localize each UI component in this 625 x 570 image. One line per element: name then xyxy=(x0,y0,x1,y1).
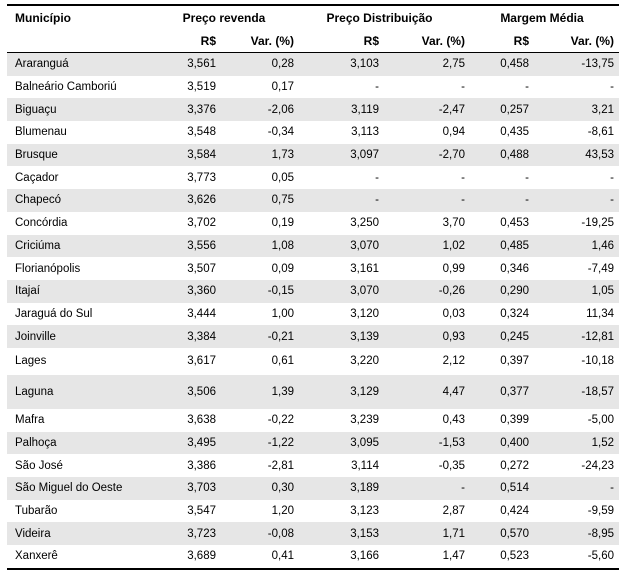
revenda-rs-cell: 3,584 xyxy=(187,149,216,162)
revenda-rs-cell: 3,386 xyxy=(187,459,216,472)
margem-var-cell: -5,60 xyxy=(587,550,614,563)
revenda-var-cell: -0,34 xyxy=(267,126,294,139)
distribuicao-rs-cell: 3,129 xyxy=(350,385,379,398)
revenda-rs-cell: 3,703 xyxy=(187,482,216,495)
municipio-cell: Florianópolis xyxy=(15,262,81,275)
table-row xyxy=(7,189,619,212)
revenda-var-cell: 1,20 xyxy=(271,505,294,518)
header-margem-media: Margem Média xyxy=(500,11,584,25)
margem-rs-cell: - xyxy=(525,81,529,94)
distribuicao-var-cell: -0,35 xyxy=(438,459,465,472)
revenda-rs-cell: 3,626 xyxy=(187,194,216,207)
margem-var-cell: -8,61 xyxy=(587,126,614,139)
table-row xyxy=(7,235,619,258)
group-header-row xyxy=(7,6,619,30)
revenda-var-cell: 0,09 xyxy=(271,262,294,275)
municipio-cell: Caçador xyxy=(15,171,59,184)
distribuicao-var-cell: 0,99 xyxy=(442,262,465,275)
margem-var-cell: -19,25 xyxy=(581,217,614,230)
municipio-cell: Lages xyxy=(15,355,47,368)
revenda-rs-cell: 3,556 xyxy=(187,239,216,252)
margem-rs-cell: 0,570 xyxy=(500,527,529,540)
municipio-cell: Laguna xyxy=(15,385,54,398)
margem-rs-cell: 0,400 xyxy=(500,436,529,449)
revenda-rs-cell: 3,360 xyxy=(187,285,216,298)
revenda-rs-cell: 3,723 xyxy=(187,527,216,540)
distribuicao-rs-cell: 3,119 xyxy=(351,103,379,116)
municipio-cell: Balneário Camboriú xyxy=(15,81,117,94)
revenda-var-cell: 0,75 xyxy=(271,194,294,207)
margem-var-cell: 3,21 xyxy=(591,103,614,116)
municipio-cell: Itajaí xyxy=(15,285,40,298)
margem-var-cell: -13,75 xyxy=(581,58,614,71)
price-table xyxy=(7,4,619,570)
distribuicao-rs-cell: - xyxy=(375,81,379,94)
margem-rs-cell: - xyxy=(525,194,529,207)
distribuicao-var-cell: 1,71 xyxy=(442,527,465,540)
header-municipio: Município xyxy=(15,11,71,25)
table-row xyxy=(7,348,619,375)
table-row xyxy=(7,257,619,280)
margem-rs-cell: 0,453 xyxy=(500,217,529,230)
municipio-cell: Joinville xyxy=(15,330,56,343)
revenda-var-cell: 0,30 xyxy=(271,482,294,495)
distribuicao-var-cell: 4,47 xyxy=(442,385,465,398)
margem-rs-cell: 0,399 xyxy=(500,414,529,427)
margem-var-cell: -18,57 xyxy=(581,385,614,398)
revenda-rs-cell: 3,519 xyxy=(187,81,216,94)
margem-var-cell: -8,95 xyxy=(587,527,614,540)
table-row xyxy=(7,454,619,477)
distribuicao-var-cell: - xyxy=(461,194,465,207)
distribuicao-rs-cell: 3,095 xyxy=(350,436,379,449)
table-row xyxy=(7,121,619,144)
table-row xyxy=(7,212,619,235)
distribuicao-var-cell: 2,12 xyxy=(442,355,465,368)
revenda-var-cell: 1,39 xyxy=(271,385,294,398)
distribuicao-rs-cell: - xyxy=(375,171,379,184)
margem-rs-cell: 0,377 xyxy=(500,385,529,398)
distribuicao-var-cell: -1,53 xyxy=(438,436,465,449)
municipio-cell: Mafra xyxy=(15,414,45,427)
header-preco-revenda: Preço revenda xyxy=(182,11,266,25)
distribuicao-rs-cell: 3,220 xyxy=(350,355,379,368)
table-row xyxy=(7,166,619,189)
sub-header-revenda-var: Var. (%) xyxy=(250,34,294,48)
margem-rs-cell: - xyxy=(525,171,529,184)
table-body xyxy=(7,53,619,568)
margem-rs-cell: 0,245 xyxy=(500,330,529,343)
margem-rs-cell: 0,346 xyxy=(500,262,529,275)
revenda-var-cell: 1,73 xyxy=(271,149,294,162)
revenda-rs-cell: 3,507 xyxy=(187,262,216,275)
table-row xyxy=(7,477,619,500)
distribuicao-rs-cell: 3,123 xyxy=(350,505,379,518)
municipio-cell: Criciúma xyxy=(15,239,61,252)
revenda-var-cell: 0,19 xyxy=(271,217,294,230)
margem-var-cell: -5,00 xyxy=(587,414,614,427)
revenda-rs-cell: 3,689 xyxy=(187,550,216,563)
municipio-cell: São José xyxy=(15,459,63,472)
margem-rs-cell: 0,435 xyxy=(500,126,529,139)
table-row xyxy=(7,432,619,455)
revenda-var-cell: 0,05 xyxy=(271,171,294,184)
distribuicao-var-cell: 1,02 xyxy=(442,239,465,252)
revenda-rs-cell: 3,547 xyxy=(187,505,216,518)
revenda-var-cell: 0,28 xyxy=(271,58,294,71)
revenda-rs-cell: 3,702 xyxy=(187,217,216,230)
revenda-rs-cell: 3,561 xyxy=(187,58,216,71)
table-row xyxy=(7,325,619,348)
revenda-rs-cell: 3,444 xyxy=(187,307,216,320)
distribuicao-var-cell: -2,47 xyxy=(438,103,465,116)
table-row xyxy=(7,500,619,523)
table-row xyxy=(7,545,619,568)
municipio-cell: Xanxerê xyxy=(15,550,58,563)
table-row xyxy=(7,409,619,432)
distribuicao-rs-cell: 3,166 xyxy=(350,550,379,563)
revenda-rs-cell: 3,548 xyxy=(187,126,216,139)
revenda-var-cell: 1,00 xyxy=(271,307,294,320)
margem-rs-cell: 0,514 xyxy=(500,482,529,495)
margem-var-cell: -9,59 xyxy=(587,505,614,518)
margem-rs-cell: 0,488 xyxy=(500,149,529,162)
municipio-cell: Concórdia xyxy=(15,217,68,230)
distribuicao-rs-cell: 3,103 xyxy=(350,58,379,71)
distribuicao-var-cell: 1,47 xyxy=(442,550,465,563)
distribuicao-rs-cell: 3,113 xyxy=(351,126,379,139)
revenda-var-cell: 0,41 xyxy=(271,550,294,563)
distribuicao-var-cell: 3,70 xyxy=(442,217,465,230)
margem-var-cell: -7,49 xyxy=(587,262,614,275)
revenda-rs-cell: 3,376 xyxy=(187,103,216,116)
municipio-cell: Jaraguá do Sul xyxy=(15,307,93,320)
revenda-var-cell: 0,61 xyxy=(271,355,294,368)
revenda-rs-cell: 3,617 xyxy=(187,355,216,368)
distribuicao-rs-cell: 3,070 xyxy=(350,239,379,252)
table-row xyxy=(7,522,619,545)
distribuicao-rs-cell: 3,097 xyxy=(350,149,379,162)
municipio-cell: Chapecó xyxy=(15,194,62,207)
margem-rs-cell: 0,257 xyxy=(500,103,529,116)
municipio-cell: Tubarão xyxy=(15,505,58,518)
margem-var-cell: - xyxy=(610,171,614,184)
revenda-var-cell: -2,06 xyxy=(267,103,294,116)
distribuicao-rs-cell: - xyxy=(375,194,379,207)
margem-var-cell: 1,05 xyxy=(591,285,614,298)
margem-rs-cell: 0,272 xyxy=(500,459,529,472)
margem-rs-cell: 0,324 xyxy=(500,307,529,320)
margem-rs-cell: 0,424 xyxy=(500,505,529,518)
municipio-cell: Videira xyxy=(15,527,51,540)
revenda-var-cell: -0,21 xyxy=(267,330,294,343)
municipio-cell: Brusque xyxy=(15,149,58,162)
table-row xyxy=(7,53,619,76)
municipio-cell: Araranguá xyxy=(15,58,69,71)
distribuicao-var-cell: - xyxy=(461,171,465,184)
table-row xyxy=(7,280,619,303)
distribuicao-rs-cell: 3,070 xyxy=(350,285,379,298)
distribuicao-rs-cell: 3,153 xyxy=(350,527,379,540)
distribuicao-rs-cell: 3,161 xyxy=(350,262,379,275)
distribuicao-rs-cell: 3,114 xyxy=(351,459,379,472)
municipio-cell: Palhoça xyxy=(15,436,57,449)
revenda-var-cell: -2,81 xyxy=(267,459,294,472)
sub-header-margem-var: Var. (%) xyxy=(570,34,614,48)
revenda-var-cell: -0,08 xyxy=(267,527,294,540)
header-preco-distribuicao: Preço Distribuição xyxy=(326,11,433,25)
table-row xyxy=(7,375,619,409)
revenda-var-cell: -0,15 xyxy=(267,285,294,298)
margem-rs-cell: 0,485 xyxy=(500,239,529,252)
distribuicao-var-cell: 2,87 xyxy=(442,505,465,518)
table-row xyxy=(7,144,619,167)
margem-var-cell: - xyxy=(610,81,614,94)
revenda-var-cell: 1,08 xyxy=(271,239,294,252)
margem-var-cell: 11,34 xyxy=(586,307,614,320)
margem-var-cell: 1,46 xyxy=(591,239,614,252)
distribuicao-var-cell: -2,70 xyxy=(438,149,465,162)
municipio-cell: Blumenau xyxy=(15,126,67,139)
margem-rs-cell: 0,397 xyxy=(500,355,529,368)
distribuicao-var-cell: 2,75 xyxy=(442,58,465,71)
distribuicao-rs-cell: 3,239 xyxy=(350,414,379,427)
municipio-cell: Biguaçu xyxy=(15,103,57,116)
distribuicao-rs-cell: 3,120 xyxy=(350,307,379,320)
distribuicao-var-cell: - xyxy=(461,81,465,94)
revenda-rs-cell: 3,384 xyxy=(187,330,216,343)
table-row xyxy=(7,98,619,121)
margem-var-cell: 1,52 xyxy=(591,436,614,449)
margem-var-cell: - xyxy=(610,194,614,207)
margem-var-cell: -24,23 xyxy=(581,459,614,472)
revenda-var-cell: 0,17 xyxy=(271,81,294,94)
sub-header-distribuicao-rs: R$ xyxy=(363,34,379,48)
table-row xyxy=(7,76,619,99)
distribuicao-rs-cell: 3,189 xyxy=(350,482,379,495)
margem-var-cell: 43,53 xyxy=(585,149,614,162)
sub-header-row xyxy=(7,30,619,53)
distribuicao-var-cell: 0,03 xyxy=(442,307,465,320)
revenda-rs-cell: 3,495 xyxy=(187,436,216,449)
distribuicao-rs-cell: 3,250 xyxy=(350,217,379,230)
distribuicao-var-cell: -0,26 xyxy=(438,285,465,298)
sub-header-distribuicao-var: Var. (%) xyxy=(421,34,465,48)
margem-rs-cell: 0,523 xyxy=(500,550,529,563)
revenda-rs-cell: 3,638 xyxy=(187,414,216,427)
sub-header-margem-rs: R$ xyxy=(513,34,529,48)
margem-var-cell: -10,18 xyxy=(581,355,614,368)
table-row xyxy=(7,303,619,326)
revenda-rs-cell: 3,773 xyxy=(187,171,216,184)
revenda-var-cell: -0,22 xyxy=(267,414,294,427)
margem-rs-cell: 0,290 xyxy=(500,285,529,298)
distribuicao-var-cell: 0,94 xyxy=(442,126,465,139)
distribuicao-var-cell: - xyxy=(461,482,465,495)
distribuicao-var-cell: 0,43 xyxy=(442,414,465,427)
margem-var-cell: -12,81 xyxy=(581,330,614,343)
municipio-cell: São Miguel do Oeste xyxy=(15,482,123,495)
revenda-rs-cell: 3,506 xyxy=(187,385,216,398)
distribuicao-var-cell: 0,93 xyxy=(442,330,465,343)
sub-header-revenda-rs: R$ xyxy=(200,34,216,48)
revenda-var-cell: -1,22 xyxy=(267,436,294,449)
margem-var-cell: - xyxy=(610,482,614,495)
distribuicao-rs-cell: 3,139 xyxy=(350,330,379,343)
margem-rs-cell: 0,458 xyxy=(500,58,529,71)
